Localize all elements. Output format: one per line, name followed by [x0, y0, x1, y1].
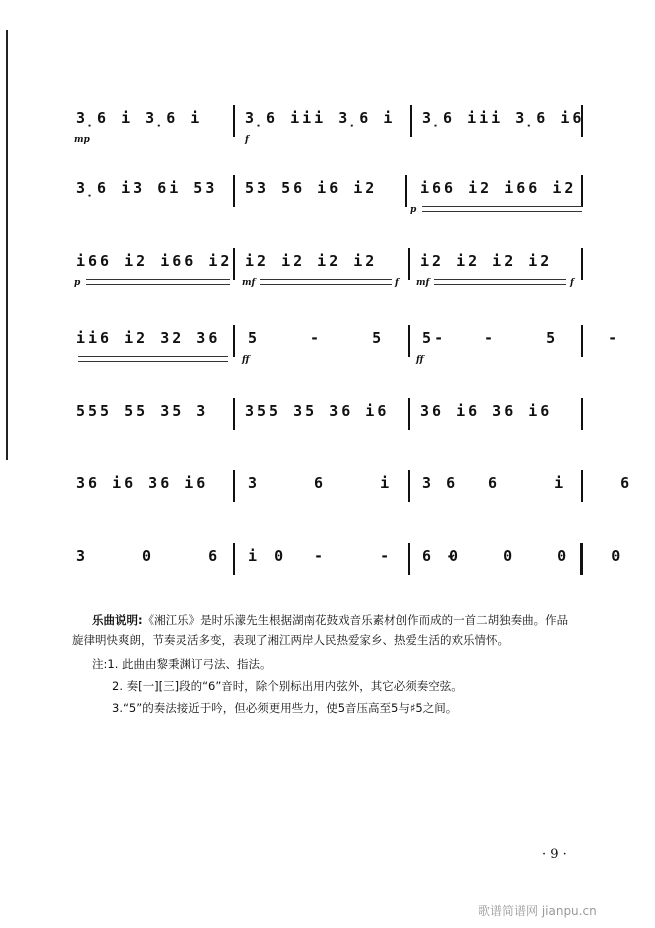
measure: 53 56 i6 i2 [245, 179, 378, 197]
crescendo-hairpin [422, 206, 582, 212]
barline [405, 175, 407, 207]
performance-note-1: 注:1. 此曲由黎秉渊订弓法、指法。 [92, 657, 272, 671]
crescendo-hairpin [260, 279, 392, 285]
dynamic-mark: ff [242, 355, 250, 365]
measure: 36 i6 36 i6 [76, 474, 209, 492]
measure: 60 0 0 0 [422, 547, 639, 565]
description-text-2: 旋律明快爽朗，节奏灵活多变，表现了湘江两岸人民热爱家乡、热爱生活的欢乐情怀。 [72, 633, 509, 647]
staff-system-2 [70, 165, 590, 225]
measure: 355 35 36 i6 [245, 402, 390, 420]
measure: 5 - 5 - [422, 329, 640, 347]
measure: 555 55 35 3 [76, 402, 209, 420]
measure: 5 - 5 - [248, 329, 466, 347]
barline [410, 105, 412, 137]
measure: i66 i2 i66 i2 [76, 252, 233, 270]
staff-system-7 [70, 533, 639, 593]
dynamic-mark: mf [416, 278, 430, 288]
measure: ii6 i2 32 36 [76, 329, 221, 347]
page-number: · 9 · [542, 847, 567, 862]
description-line-1 [92, 610, 592, 630]
crescendo-hairpin [434, 279, 566, 285]
measure: i2 i2 i2 i2 [420, 252, 553, 270]
barline [233, 325, 235, 357]
measure: 3̣6 iii 3̣6 i6 [422, 109, 585, 127]
barline [233, 470, 235, 502]
left-margin-rule [6, 30, 8, 460]
measure: i - - - [248, 547, 480, 565]
measure: 3 6 i 6 [248, 474, 480, 492]
description-text-1: 《湘江乐》是时乐濛先生根据湖南花鼓戏音乐素材创作而成的一首二胡独奏曲。作品 [142, 613, 569, 627]
staff-system-1 [70, 95, 590, 155]
measure: 3 6 i 6 [422, 474, 654, 492]
dynamic-mark: ff [416, 355, 424, 365]
measure: 3 0 6 0 [76, 547, 308, 565]
staff-system-6 [70, 460, 654, 520]
dynamic-mark: f [570, 278, 574, 288]
barline [233, 248, 235, 280]
measure: i2 i2 i2 i2 [245, 252, 378, 270]
measure: 36 i6 36 i6 [420, 402, 553, 420]
description-label: 乐曲说明: [92, 613, 143, 627]
performance-note-3: 3.“5”的奏法接近于吟，但必须更用些力，使5音压高至5与♯5之间。 [112, 701, 458, 715]
barline [233, 398, 235, 430]
crescendo-hairpin [78, 356, 228, 362]
site-watermark: 歌谱简谱网 jianpu.cn [478, 904, 597, 918]
measure: i66 i2 i66 i2 [420, 179, 577, 197]
crescendo-hairpin [86, 279, 230, 285]
dynamic-mark: f [245, 135, 249, 145]
dynamic-mark: mf [242, 278, 256, 288]
barline [581, 398, 583, 430]
dynamic-mark: p [410, 205, 417, 215]
measure: 3̣6 i3 6i 53 [76, 179, 218, 197]
staff-system-5 [70, 388, 590, 448]
dynamic-mark: mp [74, 135, 90, 145]
staff-system-3 [70, 238, 590, 298]
barline [233, 105, 235, 137]
barline [408, 398, 410, 430]
barline [233, 175, 235, 207]
measure: 3̣6 i 3̣6 i [76, 109, 203, 127]
piece-description [72, 610, 592, 650]
barline [408, 248, 410, 280]
performance-note-2: 2. 奏[一][三]段的“6”音时，除个别标出用内弦外，其它必须奏空弦。 [112, 679, 463, 693]
barline [581, 175, 583, 207]
staff-system-4 [70, 315, 640, 375]
measure: 3̣6 iii 3̣6 i [245, 109, 396, 127]
dynamic-mark: f [395, 278, 399, 288]
dynamic-mark: p [74, 278, 81, 288]
barline [581, 248, 583, 280]
